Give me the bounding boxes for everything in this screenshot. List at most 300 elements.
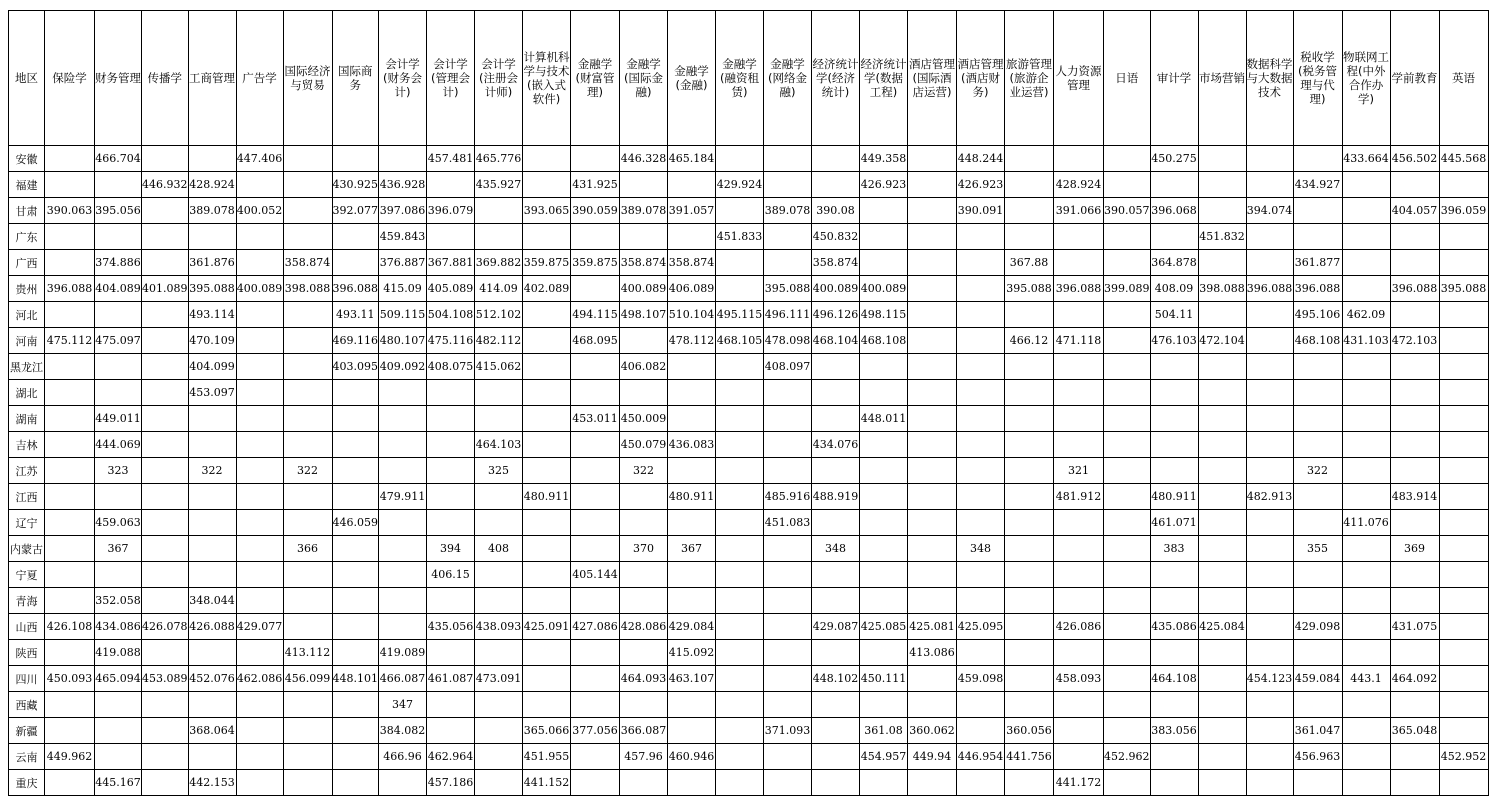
score-cell <box>716 640 764 666</box>
score-cell <box>1293 406 1342 432</box>
score-cell: 322 <box>1293 458 1342 484</box>
score-cell <box>95 172 142 198</box>
score-cell: 472.104 <box>1198 328 1246 354</box>
score-cell: 374.886 <box>95 250 142 276</box>
score-cell: 429.084 <box>668 614 716 640</box>
score-cell: 434.927 <box>1293 172 1342 198</box>
score-cell <box>1005 510 1054 536</box>
score-cell: 427.086 <box>571 614 620 640</box>
score-cell: 404.089 <box>95 276 142 302</box>
score-cell: 466.087 <box>379 666 427 692</box>
column-header: 市场营销 <box>1198 11 1246 146</box>
score-cell <box>668 510 716 536</box>
score-cell: 441.172 <box>1054 770 1104 796</box>
score-cell <box>957 588 1005 614</box>
score-cell <box>571 484 620 510</box>
score-cell <box>236 250 283 276</box>
score-cell <box>236 406 283 432</box>
score-cell <box>1439 354 1488 380</box>
region-cell: 重庆 <box>9 770 45 796</box>
score-cell: 348 <box>957 536 1005 562</box>
score-cell <box>188 510 236 536</box>
score-cell <box>475 484 523 510</box>
region-cell: 福建 <box>9 172 45 198</box>
score-cell <box>1342 380 1390 406</box>
score-cell: 358.874 <box>812 250 860 276</box>
score-cell <box>1342 458 1390 484</box>
score-cell <box>283 328 332 354</box>
score-cell <box>1198 510 1246 536</box>
table-row <box>9 770 1489 796</box>
score-cell <box>475 224 523 250</box>
table-row <box>9 588 1489 614</box>
score-cell: 450.093 <box>45 666 95 692</box>
score-cell: 471.118 <box>1054 328 1104 354</box>
region-cell: 江苏 <box>9 458 45 484</box>
score-cell <box>1390 562 1439 588</box>
score-cell <box>1005 354 1054 380</box>
score-cell <box>283 432 332 458</box>
column-header: 传播学 <box>142 11 189 146</box>
score-cell <box>95 224 142 250</box>
score-cell: 435.056 <box>427 614 475 640</box>
score-cell: 480.107 <box>379 328 427 354</box>
score-cell: 434.076 <box>812 432 860 458</box>
score-cell: 494.115 <box>571 302 620 328</box>
region-cell: 辽宁 <box>9 510 45 536</box>
score-cell: 449.94 <box>908 744 957 770</box>
column-header: 国际经济与贸易 <box>283 11 332 146</box>
score-cell <box>1390 172 1439 198</box>
score-cell: 406.15 <box>427 562 475 588</box>
score-cell <box>45 692 95 718</box>
score-cell <box>45 770 95 796</box>
score-cell: 426.088 <box>188 614 236 640</box>
score-cell <box>1198 640 1246 666</box>
score-cell <box>668 588 716 614</box>
score-cell <box>1005 536 1054 562</box>
score-cell <box>716 744 764 770</box>
score-cell: 426.923 <box>957 172 1005 198</box>
score-cell <box>1054 562 1104 588</box>
region-cell: 甘肃 <box>9 198 45 224</box>
score-cell <box>142 588 189 614</box>
score-cell <box>1150 562 1198 588</box>
column-header: 工商管理 <box>188 11 236 146</box>
score-cell <box>142 510 189 536</box>
score-cell <box>957 718 1005 744</box>
score-cell <box>379 510 427 536</box>
score-cell <box>908 770 957 796</box>
score-cell <box>1342 276 1390 302</box>
score-cell <box>957 380 1005 406</box>
region-cell: 河北 <box>9 302 45 328</box>
score-cell <box>427 484 475 510</box>
score-cell: 383.056 <box>1150 718 1198 744</box>
score-cell: 395.088 <box>764 276 812 302</box>
table-row <box>9 640 1489 666</box>
score-cell <box>1293 562 1342 588</box>
score-cell <box>1198 354 1246 380</box>
score-cell: 451.832 <box>1198 224 1246 250</box>
score-cell: 449.011 <box>95 406 142 432</box>
score-cell <box>764 146 812 172</box>
score-cell <box>860 380 908 406</box>
score-cell <box>1104 718 1151 744</box>
table-row <box>9 224 1489 250</box>
score-cell <box>45 640 95 666</box>
score-cell <box>45 432 95 458</box>
score-cell <box>142 458 189 484</box>
score-cell: 431.103 <box>1342 328 1390 354</box>
score-cell <box>860 536 908 562</box>
score-cell: 347 <box>379 692 427 718</box>
score-cell: 358.874 <box>620 250 668 276</box>
score-cell: 415.062 <box>475 354 523 380</box>
score-cell: 465.776 <box>475 146 523 172</box>
column-header: 金融学(财富管理) <box>571 11 620 146</box>
score-cell <box>1198 172 1246 198</box>
score-cell <box>427 640 475 666</box>
score-cell <box>475 406 523 432</box>
score-cell: 496.111 <box>764 302 812 328</box>
score-cell: 510.104 <box>668 302 716 328</box>
score-cell: 428.086 <box>620 614 668 640</box>
score-cell <box>1054 224 1104 250</box>
score-cell: 448.102 <box>812 666 860 692</box>
score-cell <box>1390 432 1439 458</box>
score-cell <box>1246 146 1293 172</box>
score-cell: 425.084 <box>1198 614 1246 640</box>
score-cell: 459.098 <box>957 666 1005 692</box>
score-cell: 480.911 <box>668 484 716 510</box>
score-cell <box>142 562 189 588</box>
score-cell: 366.087 <box>620 718 668 744</box>
score-cell <box>764 380 812 406</box>
score-cell <box>764 172 812 198</box>
score-cell <box>332 432 379 458</box>
score-cell <box>716 276 764 302</box>
score-cell <box>764 588 812 614</box>
column-header: 金融学(融资租赁) <box>716 11 764 146</box>
score-cell: 454.957 <box>860 744 908 770</box>
score-cell <box>236 692 283 718</box>
score-cell: 446.059 <box>332 510 379 536</box>
score-cell <box>1198 432 1246 458</box>
score-cell <box>1198 536 1246 562</box>
region-cell: 黑龙江 <box>9 354 45 380</box>
table-row <box>9 302 1489 328</box>
score-cell <box>142 536 189 562</box>
score-cell <box>860 432 908 458</box>
score-cell <box>475 562 523 588</box>
score-cell <box>1439 666 1488 692</box>
score-cell: 453.011 <box>571 406 620 432</box>
score-cell <box>236 744 283 770</box>
column-header: 金融学(国际金融) <box>620 11 668 146</box>
score-cell: 448.244 <box>957 146 1005 172</box>
table-row <box>9 718 1489 744</box>
score-cell <box>812 692 860 718</box>
score-cell: 469.116 <box>332 328 379 354</box>
score-cell: 390.08 <box>812 198 860 224</box>
score-cell <box>1054 354 1104 380</box>
score-cell <box>332 614 379 640</box>
score-cell: 369 <box>1390 536 1439 562</box>
score-cell <box>812 510 860 536</box>
score-cell: 473.091 <box>475 666 523 692</box>
table-row <box>9 432 1489 458</box>
score-cell <box>1150 432 1198 458</box>
score-cell: 390.063 <box>45 198 95 224</box>
table-row <box>9 484 1489 510</box>
region-cell: 湖北 <box>9 380 45 406</box>
score-cell <box>1293 484 1342 510</box>
score-cell: 395.056 <box>95 198 142 224</box>
score-cell <box>142 302 189 328</box>
score-cell <box>908 276 957 302</box>
score-cell <box>236 224 283 250</box>
score-cell <box>571 354 620 380</box>
score-cell <box>571 744 620 770</box>
score-cell <box>1246 432 1293 458</box>
score-cell: 426.086 <box>1054 614 1104 640</box>
score-cell <box>1054 718 1104 744</box>
score-cell: 504.108 <box>427 302 475 328</box>
score-cell <box>1005 432 1054 458</box>
score-cell: 390.059 <box>571 198 620 224</box>
score-cell <box>475 510 523 536</box>
score-cell <box>1390 458 1439 484</box>
score-cell <box>283 614 332 640</box>
score-cell <box>1390 406 1439 432</box>
score-cell: 408.097 <box>764 354 812 380</box>
score-cell <box>332 718 379 744</box>
score-cell <box>332 458 379 484</box>
region-cell: 吉林 <box>9 432 45 458</box>
score-cell <box>908 510 957 536</box>
score-cell: 397.086 <box>379 198 427 224</box>
table-row <box>9 276 1489 302</box>
score-cell: 367 <box>95 536 142 562</box>
score-cell: 428.924 <box>188 172 236 198</box>
score-cell <box>1150 744 1198 770</box>
score-cell <box>908 562 957 588</box>
score-cell: 468.104 <box>812 328 860 354</box>
score-cell <box>812 744 860 770</box>
score-cell: 399.089 <box>1104 276 1151 302</box>
score-cell: 392.077 <box>332 198 379 224</box>
score-cell: 404.099 <box>188 354 236 380</box>
score-cell <box>475 770 523 796</box>
column-header: 保险学 <box>45 11 95 146</box>
score-cell: 370 <box>620 536 668 562</box>
score-cell <box>475 744 523 770</box>
score-cell <box>1246 250 1293 276</box>
score-cell <box>1390 640 1439 666</box>
score-cell <box>1342 198 1390 224</box>
score-cell: 452.952 <box>1439 744 1488 770</box>
region-cell: 宁夏 <box>9 562 45 588</box>
score-cell: 322 <box>620 458 668 484</box>
score-cell <box>236 432 283 458</box>
score-cell <box>1150 770 1198 796</box>
score-cell: 396.088 <box>1390 276 1439 302</box>
score-cell <box>1439 302 1488 328</box>
score-cell <box>1342 536 1390 562</box>
score-cell <box>1439 614 1488 640</box>
score-cell <box>332 744 379 770</box>
score-cell <box>45 588 95 614</box>
score-cell <box>957 328 1005 354</box>
score-cell <box>764 432 812 458</box>
score-cell <box>1150 640 1198 666</box>
score-cell <box>908 146 957 172</box>
score-cell <box>620 484 668 510</box>
score-cell <box>45 562 95 588</box>
score-cell <box>668 224 716 250</box>
score-cell <box>95 692 142 718</box>
score-cell <box>1439 380 1488 406</box>
score-cell: 445.568 <box>1439 146 1488 172</box>
column-header: 税收学(税务管理与代理) <box>1293 11 1342 146</box>
score-cell <box>236 302 283 328</box>
score-cell <box>283 718 332 744</box>
score-cell: 459.843 <box>379 224 427 250</box>
score-cell <box>716 718 764 744</box>
score-cell <box>908 198 957 224</box>
score-cell <box>1104 588 1151 614</box>
score-cell <box>1293 640 1342 666</box>
score-cell: 396.088 <box>1293 276 1342 302</box>
score-cell: 426.108 <box>45 614 95 640</box>
score-cell <box>332 588 379 614</box>
score-cell <box>332 250 379 276</box>
score-cell: 361.877 <box>1293 250 1342 276</box>
score-cell <box>668 380 716 406</box>
score-cell <box>427 406 475 432</box>
score-cell: 415.092 <box>668 640 716 666</box>
score-cell: 436.083 <box>668 432 716 458</box>
region-cell: 云南 <box>9 744 45 770</box>
score-cell <box>571 692 620 718</box>
score-cell <box>236 458 283 484</box>
score-cell <box>908 172 957 198</box>
score-cell <box>764 562 812 588</box>
score-cell: 366 <box>283 536 332 562</box>
score-cell <box>95 354 142 380</box>
score-cell <box>379 770 427 796</box>
score-cell <box>716 458 764 484</box>
region-cell: 陕西 <box>9 640 45 666</box>
score-cell <box>45 172 95 198</box>
score-cell <box>427 718 475 744</box>
score-cell: 465.094 <box>95 666 142 692</box>
score-cell: 400.052 <box>236 198 283 224</box>
score-cell <box>620 692 668 718</box>
table-row <box>9 146 1489 172</box>
score-cell <box>1439 328 1488 354</box>
score-cell <box>523 302 571 328</box>
score-cell <box>1293 146 1342 172</box>
score-cell: 479.911 <box>379 484 427 510</box>
score-cell: 483.914 <box>1390 484 1439 510</box>
score-cell <box>716 432 764 458</box>
score-cell <box>1054 692 1104 718</box>
score-cell <box>860 458 908 484</box>
score-cell <box>1198 302 1246 328</box>
score-cell <box>45 536 95 562</box>
column-header: 会计学(管理会计) <box>427 11 475 146</box>
score-cell <box>668 354 716 380</box>
score-cell <box>1104 458 1151 484</box>
score-cell <box>764 744 812 770</box>
score-cell <box>716 770 764 796</box>
score-cell <box>571 640 620 666</box>
score-cell: 466.96 <box>379 744 427 770</box>
score-cell: 485.916 <box>764 484 812 510</box>
score-cell: 456.963 <box>1293 744 1342 770</box>
score-cell <box>379 588 427 614</box>
table-row <box>9 510 1489 536</box>
score-cell <box>283 354 332 380</box>
score-cell <box>1005 224 1054 250</box>
score-cell <box>379 380 427 406</box>
score-cell <box>1005 198 1054 224</box>
score-cell: 414.09 <box>475 276 523 302</box>
score-cell <box>1104 380 1151 406</box>
score-cell: 390.091 <box>957 198 1005 224</box>
score-cell: 425.095 <box>957 614 1005 640</box>
score-cell <box>957 224 1005 250</box>
score-cell <box>1390 354 1439 380</box>
column-header: 审计学 <box>1150 11 1198 146</box>
score-cell <box>1005 614 1054 640</box>
score-cell <box>571 224 620 250</box>
table-row <box>9 354 1489 380</box>
score-cell: 450.832 <box>812 224 860 250</box>
score-cell: 425.085 <box>860 614 908 640</box>
score-cell: 447.406 <box>236 146 283 172</box>
column-header: 数据科学与大数据技术 <box>1246 11 1293 146</box>
score-cell <box>1439 536 1488 562</box>
score-cell: 323 <box>95 458 142 484</box>
score-cell <box>812 562 860 588</box>
score-cell <box>764 770 812 796</box>
table-row <box>9 562 1489 588</box>
score-cell <box>1104 666 1151 692</box>
score-cell <box>1246 614 1293 640</box>
score-cell <box>45 250 95 276</box>
score-cell <box>142 744 189 770</box>
score-cell <box>571 770 620 796</box>
score-cell <box>1293 588 1342 614</box>
column-header: 旅游管理(旅游企业运营) <box>1005 11 1054 146</box>
score-cell <box>283 692 332 718</box>
score-cell <box>812 588 860 614</box>
score-cell <box>1198 770 1246 796</box>
score-cell: 456.099 <box>283 666 332 692</box>
score-cell: 371.093 <box>764 718 812 744</box>
column-header: 金融学(金融) <box>668 11 716 146</box>
score-cell <box>1342 562 1390 588</box>
score-cell: 454.123 <box>1246 666 1293 692</box>
score-cell <box>716 146 764 172</box>
score-cell <box>523 562 571 588</box>
score-cell: 396.068 <box>1150 198 1198 224</box>
score-cell: 403.095 <box>332 354 379 380</box>
score-cell: 425.081 <box>908 614 957 640</box>
